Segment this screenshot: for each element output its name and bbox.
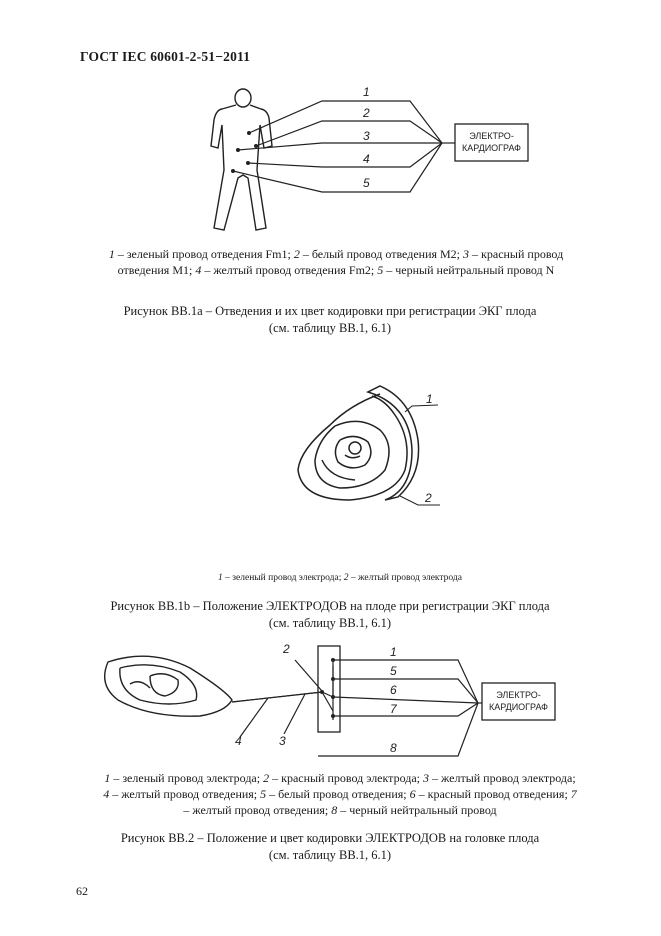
figure-1a-legend: 1 – зеленый провод отведения Fm1; 2 – белый провод отведения M2; 3 – красный провод отведения M1; 4 – желтый провод отведения Fm2; 5 – черный нейтральный провод N [108, 247, 564, 277]
document-header: ГОСТ IEC 60601-2-51−2011 [80, 49, 251, 64]
figure-1a-caption: Рисунок ВВ.1а – Отведения и их цвет кодировки при регистрации ЭКГ плода (см. таблицу ВВ.1, 6.1) [123, 304, 537, 335]
callout-2: 2 [283, 642, 290, 656]
wire-3-label: 3 [363, 129, 370, 143]
callout-4: 4 [235, 734, 242, 748]
wire-2-label: 2 [363, 106, 370, 120]
wire-6-label: 6 [390, 683, 397, 697]
page-number: 62 [76, 884, 88, 898]
figure-2-legend: 1 – зеленый провод электрода; 2 – красный провод электрода; 3 – желтый провод электрода; 4 – желтый провод отведения; 5 – белый провод отведения; 6 – красный провод отведения; 7 – желтый провод отведения; 8 – черный нейтральный провод [103, 771, 577, 817]
ecg-device-label-line1: ЭЛЕКТРО- [496, 690, 541, 700]
ecg-device-label-line2: КАРДИОГРАФ [461, 143, 522, 153]
lead-wires [318, 660, 482, 756]
wire-1-label: 1 [390, 645, 397, 659]
callout-2: 2 [425, 491, 432, 505]
callout-3: 3 [279, 734, 286, 748]
wire-7-label: 7 [390, 702, 397, 716]
figure-1b-legend: 1 – зеленый провод электрода; 2 – желтый провод электрода [218, 573, 462, 583]
figure-2-caption: Рисунок ВВ.2 – Положение и цвет кодировки ЭЛЕКТРОДОВ на головке плода (см. таблицу ВВ.1, 6.1) [120, 831, 540, 862]
ecg-device-label-line1: ЭЛЕКТРО- [469, 131, 514, 141]
wire-1-label: 1 [363, 85, 370, 99]
fetal-head-outline [105, 656, 232, 716]
ecg-device-label-line2: КАРДИОГРАФ [488, 702, 549, 712]
callout-1: 1 [426, 392, 433, 406]
wire-5-label: 5 [390, 664, 397, 678]
figure-1b-caption: Рисунок ВВ.1b – Положение ЭЛЕКТРОДОВ на плоде при регистрации ЭКГ плода (см. таблицу ВВ.1, 6.1) [110, 599, 550, 630]
wire-5-label: 5 [363, 176, 370, 190]
wire-8-label: 8 [390, 741, 397, 755]
wire-4-label: 4 [363, 152, 370, 166]
electrode-holder-box [318, 646, 340, 732]
